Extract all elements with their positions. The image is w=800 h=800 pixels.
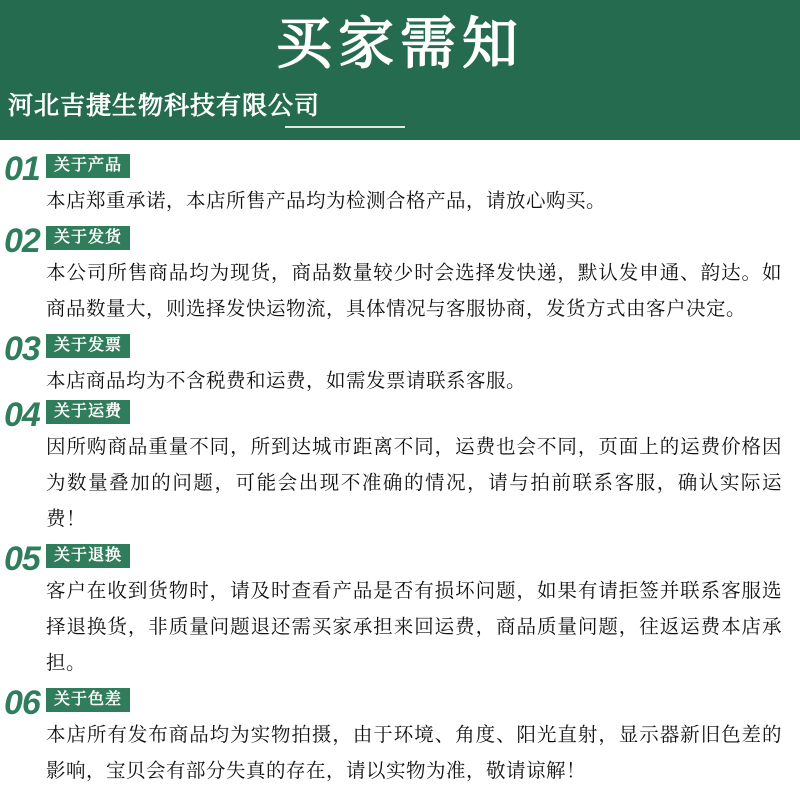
notice-section-06 — [0, 684, 800, 790]
section-tag: 关于色差 — [46, 688, 130, 712]
notice-section-04 — [0, 396, 800, 538]
section-number: 02 — [4, 222, 40, 260]
section-tag: 关于发货 — [46, 226, 130, 250]
section-text: 客户在收到货物时，请及时查看产品是否有损坏问题，如果有请拒签并联系客服选择退换货，非质量问题退还需买家承担来回运费，商品质量问题，往返运费本店承担。 — [46, 581, 782, 674]
page-title: 买家需知 — [276, 14, 524, 76]
section-tag: 关于退换 — [46, 544, 130, 568]
page-header — [0, 0, 800, 140]
section-number: 04 — [4, 396, 40, 434]
notice-body — [0, 140, 800, 790]
section-tag: 关于发票 — [46, 334, 130, 358]
section-number: 01 — [4, 150, 40, 188]
section-text: 本公司所售商品均为现货，商品数量较少时会选择发快递，默认发申通、韵达。如商品数量大，则选择发快运物流，具体情况与客服协商，发货方式由客户决定。 — [46, 263, 782, 320]
section-text: 本店郑重承诺，本店所售产品均为检测合格产品，请放心购买。 — [46, 191, 607, 212]
section-text: 本店商品均为不含税费和运费，如需发票请联系客服。 — [46, 371, 527, 392]
section-number: 06 — [4, 684, 40, 722]
notice-section-05 — [0, 540, 800, 682]
section-tag: 关于运费 — [46, 400, 130, 424]
section-text: 本店所有发布商品均为实物拍摄，由于环境、角度、阳光直射，显示器新旧色差的影响，宝贝会有部分失真的存在，请以实物为准，敬请谅解！ — [46, 725, 782, 782]
section-number: 03 — [4, 330, 40, 368]
title-underline — [285, 126, 405, 128]
company-name: 河北吉捷生物科技有限公司 — [8, 93, 321, 120]
section-text: 因所购商品重量不同，所到达城市距离不同，运费也会不同，页面上的运费价格因为数量叠加的问题，可能会出现不准确的情况，请与拍前联系客服，确认实际运费！ — [46, 437, 782, 530]
notice-section-02 — [0, 222, 800, 328]
section-tag: 关于产品 — [46, 154, 130, 178]
section-number: 05 — [4, 540, 40, 578]
notice-section-01 — [0, 150, 800, 220]
notice-section-03 — [0, 330, 800, 400]
